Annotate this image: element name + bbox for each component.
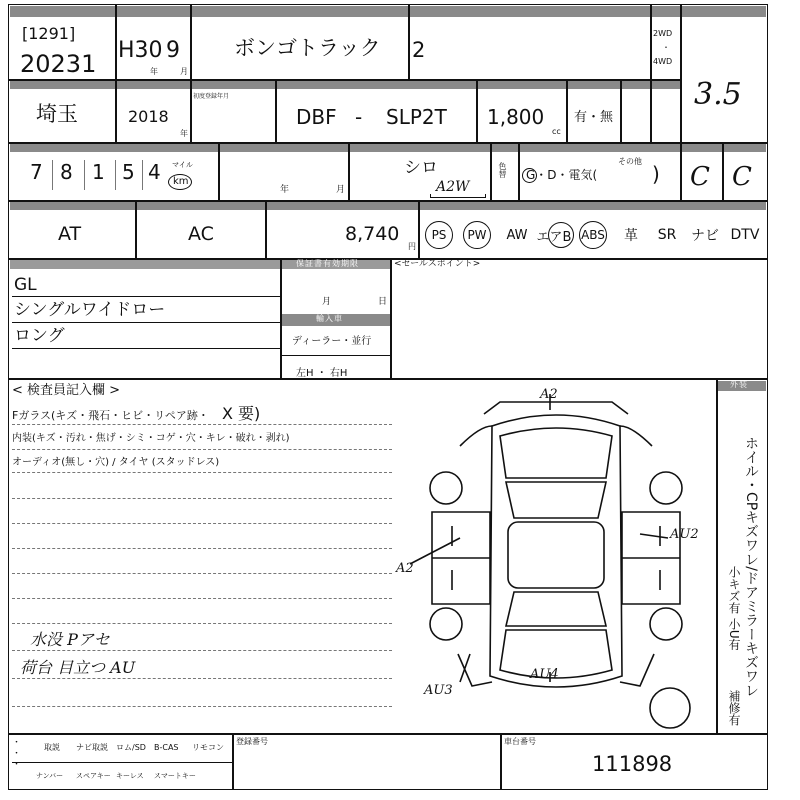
- hline-6: [8, 733, 768, 735]
- note-dash-3: [12, 472, 392, 473]
- grade-line-3: ロング: [14, 326, 65, 346]
- interior-score: C: [690, 162, 710, 192]
- side-note-2: 小キズ有 小U有: [727, 566, 741, 651]
- inspector-title: < 検査員記入欄 >: [12, 383, 121, 398]
- option-navi: [688, 218, 722, 252]
- grade-line-2: シングルワイドロー: [14, 300, 166, 320]
- mileage-digit-1: 7: [30, 160, 43, 184]
- mileage-digit-2: 8: [60, 160, 73, 184]
- header-bar-row3: [10, 142, 766, 152]
- mileage-sep-2: [84, 160, 85, 190]
- fuel-close: ): [652, 162, 660, 186]
- first-reg-year: 2018: [128, 107, 169, 126]
- recycle-fee: 8,740: [345, 223, 400, 245]
- side-title: 外装: [730, 380, 748, 389]
- header-bar-row1: [10, 6, 766, 17]
- dealer-parallel: ディーラー・並行: [292, 336, 372, 347]
- vline-d: [650, 4, 652, 143]
- year-unit: 年: [150, 67, 158, 76]
- drive-dot: ・: [662, 43, 670, 52]
- door-count: 2: [412, 38, 426, 62]
- option-ps-label: PS: [431, 228, 447, 242]
- header-bar-row2: [10, 79, 680, 89]
- vline-bottom-1: [232, 734, 234, 790]
- inspector-line-3: オーディオ(無し・穴) / タイヤ (スタッドレス): [12, 457, 220, 468]
- inspection-month-unit: 月: [336, 185, 346, 195]
- chassis-code: SLP2T: [386, 105, 447, 129]
- lot-code: [1291]: [22, 24, 76, 43]
- note-dash-10: [12, 650, 392, 651]
- recycle-yesno: 有・無: [574, 110, 614, 125]
- mileage-digit-4: 5: [122, 160, 135, 184]
- inspector-line-1: Fガラス(キズ・飛石・ヒビ・リペア跡・: [12, 409, 209, 422]
- side-note-1: ホイル・CPキズワレ/ドアミラーキズワレ: [743, 436, 759, 697]
- option-abs-circle: [579, 221, 607, 249]
- vline-side: [716, 379, 718, 734]
- bottom-item-3: ロム/SD: [116, 743, 146, 752]
- option-leather: [616, 218, 646, 252]
- first-reg-unit: 年: [180, 129, 188, 138]
- model-name: ボンゴトラック: [234, 36, 381, 60]
- ref-label: 車台番号: [504, 737, 536, 746]
- displacement-unit: cc: [552, 127, 561, 136]
- year-month: 9: [166, 38, 180, 63]
- grade-score: 3.5: [694, 77, 742, 112]
- warranty-title: 保証書有効期限: [296, 259, 359, 268]
- note-dash-7: [12, 573, 392, 574]
- grade-underline-3: [12, 348, 280, 349]
- vline-h: [476, 80, 478, 143]
- fuel-options: G・D・電気(: [526, 168, 598, 182]
- vline-i: [566, 80, 568, 143]
- year-era: H30: [118, 38, 163, 63]
- option-airbag-circle: [548, 222, 574, 248]
- option-ps: [424, 218, 454, 252]
- mileage-digit-5: 4: [148, 160, 161, 184]
- bottom-item-4: B-CAS: [154, 743, 179, 752]
- first-reg-label: 初度登録年月: [193, 93, 230, 100]
- vline-g: [275, 80, 277, 143]
- grade-line-1: GL: [14, 275, 37, 295]
- lot-number: 20231: [20, 50, 97, 78]
- mileage-unit: km: [173, 176, 189, 187]
- bottom-dots: ・ ・ ・: [12, 738, 22, 770]
- color-name: シロ: [404, 158, 438, 178]
- warranty-day: 日: [378, 297, 388, 307]
- vline-l: [348, 143, 350, 201]
- vline-f: [190, 80, 192, 143]
- option-airbag-label: エアB: [536, 229, 572, 245]
- mileage-sep-3: [115, 160, 116, 190]
- option-pw-label: PW: [467, 228, 487, 242]
- note-dash-9: [12, 623, 392, 624]
- note-dash-2: [12, 449, 392, 450]
- note-dash-12: [12, 706, 392, 707]
- hline-bottom-grid: [12, 762, 232, 763]
- note-dash-8: [12, 598, 392, 599]
- color-change-label: 色替: [498, 162, 507, 178]
- vline-s: [418, 201, 420, 259]
- vline-n: [518, 143, 520, 201]
- mark-au3: AU3: [424, 683, 453, 698]
- option-pw: [462, 218, 492, 252]
- vline-q: [135, 201, 137, 259]
- option-aw: [500, 218, 534, 252]
- mark-a2-top: A2: [540, 387, 558, 402]
- mileage-digit-3: 1: [92, 160, 105, 184]
- hline-2: [8, 142, 768, 144]
- reg-label: 登録番号: [236, 737, 268, 746]
- option-dtv-label: DTV: [730, 227, 760, 243]
- option-aw-label: AW: [506, 227, 528, 243]
- note-dash-1: [12, 424, 392, 425]
- hline-3: [8, 200, 768, 202]
- option-airbag: [536, 218, 572, 252]
- vline-j: [620, 80, 622, 143]
- vline-u: [390, 259, 392, 379]
- option-navi-label: ナビ: [691, 228, 719, 244]
- fuel-other-label: その他: [618, 157, 642, 166]
- warranty-divider: [280, 355, 390, 356]
- inspector-line-2: 内装(キズ・汚れ・焦げ・シミ・コゲ・穴・キレ・破れ・剥れ): [12, 433, 290, 444]
- vline-o: [680, 143, 682, 201]
- note-dash-6: [12, 548, 392, 549]
- note-dash-5: [12, 523, 392, 524]
- inspector-line-1-mark: X 要): [222, 404, 261, 423]
- handle-side: 左H ・ 右H: [296, 368, 348, 379]
- vline-a: [115, 4, 117, 143]
- import-title: 輸入車: [316, 314, 343, 323]
- mileage-sep-1: [52, 160, 53, 190]
- mark-a2-left: A2: [396, 561, 414, 576]
- drive-2wd: 2WD: [653, 29, 673, 38]
- vline-m: [490, 143, 492, 201]
- option-leather-label: 革: [624, 228, 638, 244]
- option-abs: [576, 218, 610, 252]
- note-dash-4: [12, 498, 392, 499]
- vline-c: [408, 4, 410, 79]
- color-code-bracket: [430, 194, 486, 198]
- exterior-score: C: [732, 162, 752, 192]
- vline-r: [265, 201, 267, 259]
- option-ps-circle: [425, 221, 453, 249]
- mileage-unit-mile: マイル: [172, 161, 193, 169]
- hline-5: [8, 378, 768, 380]
- mark-au4: AU4: [530, 667, 559, 682]
- color-code: A2W: [436, 179, 470, 195]
- option-abs-label: ABS: [581, 228, 605, 242]
- month-unit: 月: [180, 67, 188, 76]
- bottom-item-5: リモコン: [192, 743, 224, 752]
- grade-underline-1: [12, 296, 280, 297]
- vline-k: [218, 143, 220, 201]
- option-pw-circle: [463, 221, 491, 249]
- handwritten-note-2: 荷台 目立つ AU: [20, 658, 136, 677]
- side-note-3: 補修有: [727, 690, 741, 726]
- inspection-year-unit: 年: [280, 185, 290, 195]
- mark-au2: AU2: [670, 527, 699, 542]
- vline-bottom-2: [500, 734, 502, 790]
- option-sunroof: [652, 218, 682, 252]
- bottom-item-2: ナビ取説: [76, 743, 108, 752]
- chassis-sep: -: [355, 105, 363, 129]
- transmission: AT: [58, 223, 82, 245]
- hline-4: [8, 258, 768, 260]
- bottom-item-1: 取説: [44, 743, 60, 752]
- chassis-prefix: DBF: [296, 105, 337, 129]
- note-dash-11: [12, 678, 392, 679]
- recycle-fee-unit: 円: [408, 242, 416, 251]
- option-dtv: [726, 218, 764, 252]
- drive-4wd: 4WD: [653, 57, 673, 66]
- bottom-item-8: キーレス: [116, 772, 144, 780]
- warranty-month: 月: [322, 297, 332, 307]
- bottom-item-9: スマートキー: [154, 772, 196, 780]
- mileage-sep-4: [142, 160, 143, 190]
- handwritten-note-1: 水没 Pアセ: [30, 630, 110, 649]
- vline-t: [280, 259, 282, 379]
- vline-e: [680, 4, 682, 143]
- header-bar-row4: [10, 200, 766, 210]
- hline-1: [8, 79, 680, 81]
- sales-point-label: <セールスポイント>: [394, 259, 481, 269]
- grade-underline-2: [12, 322, 280, 323]
- bottom-item-7: スペアキー: [76, 772, 111, 780]
- vline-p: [722, 143, 724, 201]
- option-sunroof-label: SR: [657, 227, 677, 243]
- aircon: AC: [188, 223, 214, 245]
- ref-number: 111898: [592, 752, 673, 776]
- bottom-item-6: ナンバー: [36, 772, 64, 780]
- vline-b: [190, 4, 192, 79]
- displacement: 1,800: [487, 105, 545, 129]
- region: 埼玉: [36, 102, 78, 126]
